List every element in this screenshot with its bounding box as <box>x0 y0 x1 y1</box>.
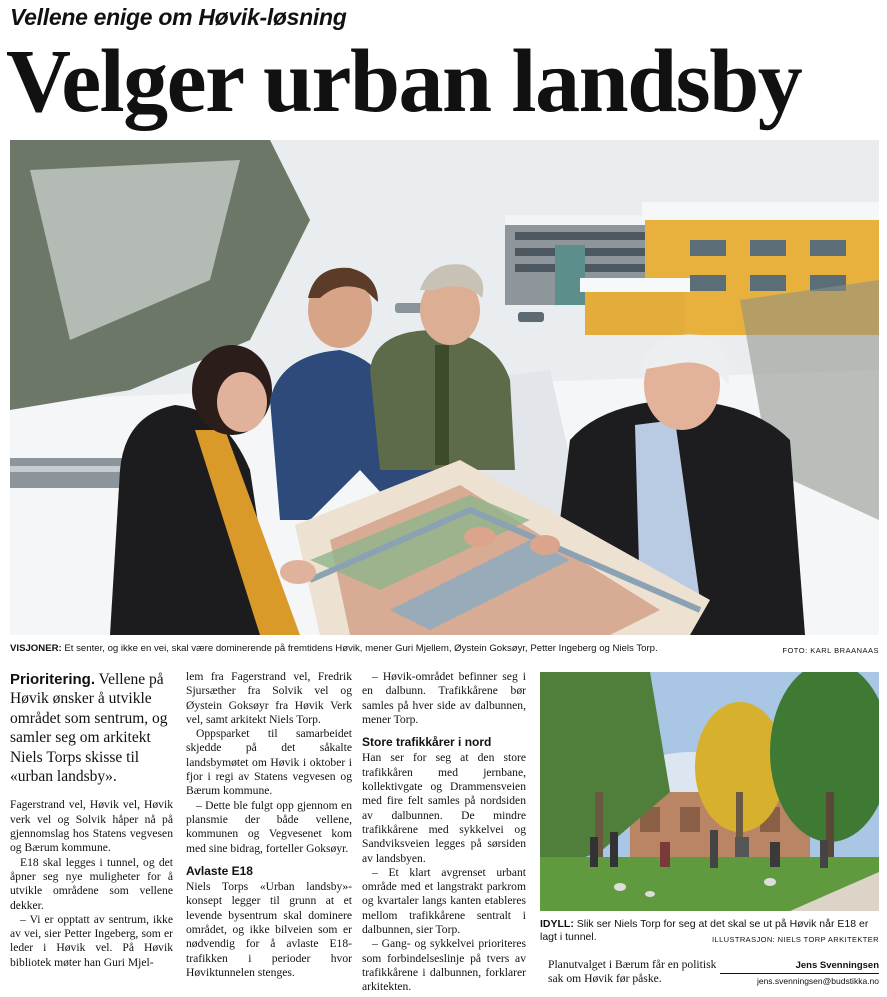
body-paragraph: Fagerstrand vel, Høvik vel, Høvik verk vel og Solvik håper nå på gjennomslag hos Statens vegvesen og Bærum kommune. <box>10 798 173 855</box>
lead-label: Prioritering. <box>10 671 96 688</box>
author-name: Jens Svenningsen <box>795 960 879 971</box>
main-photo <box>10 140 879 635</box>
body-paragraph: – Dette ble fulgt opp gjennom en plansmie der både vellene, kommunen og Vegvesenet kom med sine bidrag, forteller Goksøyr. <box>186 798 352 855</box>
lead-paragraph <box>10 670 173 786</box>
body-paragraph: – Et klart avgrenset urbant område med et langstrakt parkrom og kvartaler langs kanten etableres mellom trafikkårene sentralt i dalbunnen, sier Torp. <box>362 865 526 937</box>
lead-text: Vellene på Høvik ønsker å utvikle området som sentrum, og samler seg om arkitekt Niels Torps skisse til «urban landsby». <box>10 671 168 786</box>
closing-paragraph: Planutvalget i Bærum får en politisk sak om Høvik før påske. <box>548 958 717 986</box>
body-paragraph: lem fra Fagerstrand vel, Fredrik Sjursæther fra Solvik vel og Øystein Goksøyr fra Høvik Verk vel, samt arkitekt Niels Torp. <box>186 670 352 726</box>
illustration-image <box>540 672 879 911</box>
subhead-store-trafikkarer: Store trafikkårer i nord <box>362 735 492 750</box>
body-paragraph: – Høvik-området befinner seg i en dalbunn. Trafikkårene bør samles på hver side av dalbunnen, mener Torp. <box>362 670 526 726</box>
illustration-caption-label: IDYLL: <box>540 918 574 930</box>
body-paragraph: – Gang- og sykkelvei prioriteres som forbindelseslinje på tvers av trafikkårene i dalbunnen, forklarer arkitekten. <box>362 937 526 994</box>
text-column-2 <box>186 670 352 980</box>
photo-caption <box>10 643 879 654</box>
article-headline: Velger urban landsby <box>6 32 802 131</box>
photo-caption-text: Et senter, og ikke en vei, skal være dominerende på fremtidens Høvik, mener Guri Mjellem, Øystein Goksøyr, Petter Ingeberg og Niels Torp. <box>61 643 658 654</box>
photo-credit: FOTO: KARL BRAANAAS <box>782 646 879 655</box>
text-column-1 <box>10 670 173 970</box>
illustration-caption-text: Slik ser Niels Torp for seg at det skal se ut på Høvik når E18 er lagt i tunnel. <box>540 918 869 943</box>
illustration-credit: ILLUSTRASJON: NIELS TORP ARKITEKTER <box>712 935 879 944</box>
body-paragraph: E18 skal legges i tunnel, og det åpner seg nye muligheter for å utvikle områdene som vellene dekker. <box>10 855 173 912</box>
body-paragraph: Oppsparket til samarbeidet skjedde på det såkalte landsbymøtet om Høvik i oktober i fjor i regi av Statens vegvesen og Bærum kommune. <box>186 727 352 798</box>
author-divider <box>720 973 879 974</box>
author-email: jens.svenningsen@budstikka.no <box>756 976 879 986</box>
photo-caption-label: VISJONER: <box>10 643 62 654</box>
body-paragraph: Han ser for seg at den store trafikkåren med jernbane, kollektivgate og Drammensveien med fire felt samles på nordsiden av dalbunnen. De mindre trafikkårene med sykkelvei og Sandviksveien legges på sørsiden av landsbyen. <box>362 751 526 865</box>
text-column-3 <box>362 670 526 995</box>
subhead-avlaste: Avlaste E18 <box>186 863 253 878</box>
body-paragraph: Niels Torps «Urban landsby»-konsept legger til grunn at et levende bysentrum skal dominere området, og ikke bilveien som er nødvendig for å avlaste E18-trafikken i perioder hvor Høviktunnelen stenges. <box>186 880 352 979</box>
article-kicker: Vellene enige om Høvik-løsning <box>10 4 347 30</box>
body-paragraph: – Vi er opptatt av sentrum, ikke av vei, sier Petter Ingeberg, som er leder i Høvik vel. På Høvik bibliotek møter han Guri Mjel- <box>10 912 173 969</box>
